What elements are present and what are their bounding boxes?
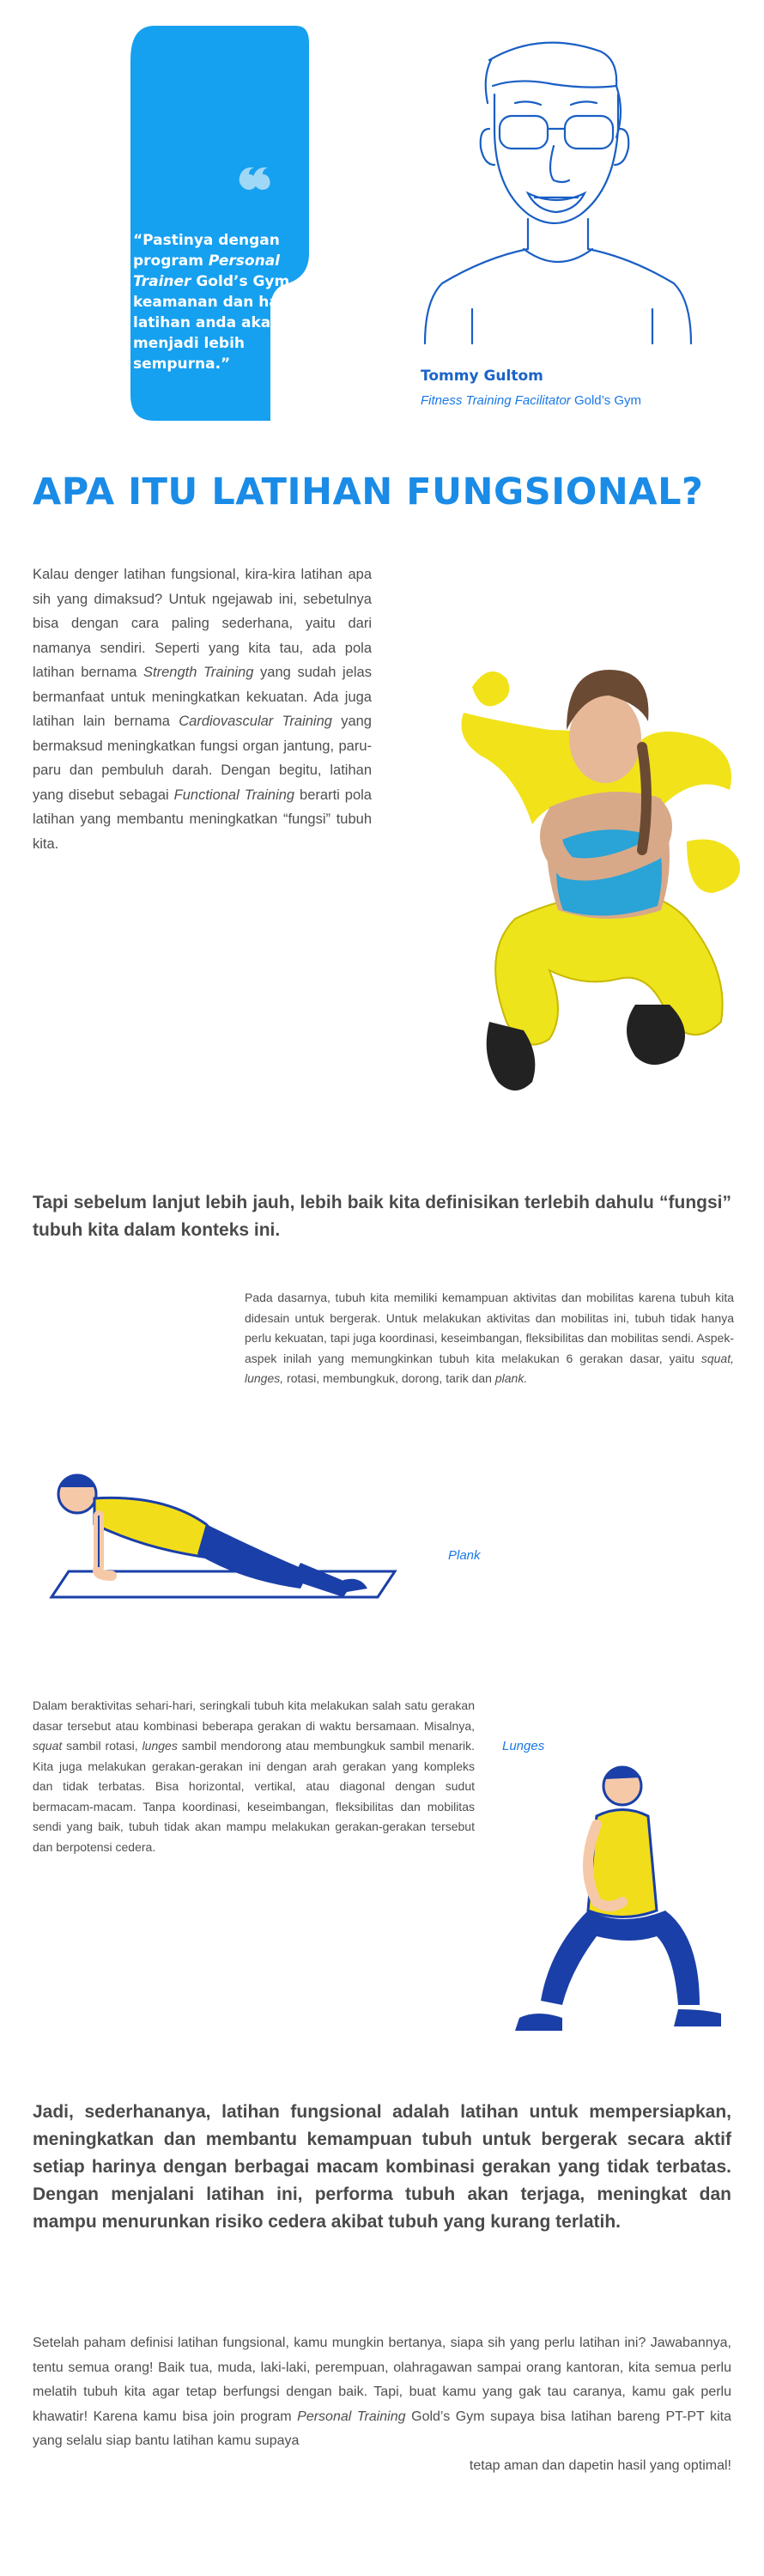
closing-paragraph: Setelah paham definisi latihan fungsional, kamu mungkin bertanya, siapa sih yang perlu latihan ini? Jawabannya, tentu semua orang! Baik tua, muda, laki-laki, perempuan, olahragawan sampai orang kantoran, kita semua perlu melatih tubuh kita agar tetap berfungsi dengan baik. Tapi, buat kamu yang gak tau caranya, kamu gak perlu khawatir! Karena kamu bisa join program Personal Training Gold’s Gym supaya bisa latihan bareng PT-PT kita yang selalu siap bantu latihan kamu supaya tetap aman dan dapetin hasil yang optimal! (33, 2331, 731, 2478)
lead-statement-1: Tapi sebelum lanjut lebih jauh, lebih baik kita definisikan terlebih dahulu “fungsi” tubuh kita dalam konteks ini. (33, 1193, 731, 1240)
trainer-role: Fitness Training Facilitator Gold’s Gym (421, 393, 642, 408)
intro-paragraph: Kalau denger latihan fungsional, kira-kira latihan apa sih yang dimaksud? Untuk ngejawab ini, sebetulnya bisa dengan cara paling sederhana, yaitu dari namanya sendiri. Seperti yang kita tau, ada pola latihan bernama Strength Training yang sudah jelas bermanfaat untuk meningkatkan kekuatan. Ada juga latihan lain bernama Cardiovascular Training yang bermaksud meningkatkan fungsi organ jantung, paru-paru dan pembuluh darah. Dengan begitu, latihan yang disebut sebagai Functional Training berarti pola latihan yang membantu meningkatkan “fungsi” tubuh kita. (33, 567, 372, 852)
page-title: APA ITU LATIHAN FUNGSIONAL? (33, 471, 704, 513)
closing-last-line: tetap aman dan dapetin hasil yang optimal! (469, 2458, 731, 2473)
trainer-name: Tommy Gultom (421, 368, 543, 385)
plank-pose-illustration (34, 1451, 412, 1623)
trainer-portrait-illustration (421, 34, 712, 352)
lead-statement-2: Jadi, sederhananya, latihan fungsional adalah latihan untuk mempersiapkan, meningkatkan dan membantu kemampuan tubuh untuk bergerak secara aktif setiap harinya dengan berbagai macam kombinasi gerakan yang tidak terbatas. Dengan menjalani latihan ini, performa tubuh akan terjaga, meningkat dan mampu menurunkan risiko cedera akibat tubuh yang kurang terlatih. (33, 2102, 731, 2232)
plank-label: Plank (448, 1548, 481, 1563)
daily-activity-paragraph: Dalam beraktivitas sehari-hari, seringkali tubuh kita melakukan salah satu gerakan dasar tersebut atau kombinasi beberapa gerakan di waktu bersamaan. Misalnya, squat sambil rotasi, lunges sambil mendorong atau membungkuk sambil menarik. Kita juga melakukan gerakan-gerakan ini dengan arah gerakan yang kompleks dan tidak terbatas. Bisa horizontal, vertikal, atau diagonal dengan sudut bermacam-macam. Tanpa koordinasi, keseimbangan, fleksibilitas dan mobilitas sendi yang baik, tubuh tidak akan mampu melakukan gerakan-gerakan tersebut dan berpotensi cedera. (33, 1698, 475, 1854)
woman-jumping-illustration (429, 584, 755, 1116)
basic-movements-paragraph: Pada dasarnya, tubuh kita memiliki kemampuan aktivitas dan mobilitas karena tubuh kita didesain untuk bergerak. Untuk melakukan aktivitas dan mobilitas ini, tubuh tidak hanya perlu kekuatan, tapi juga koordinasi, keseimbangan, fleksibilitas dan mobilitas sendi. Aspek-aspek inilah yang memungkinkan tubuh kita melakukan 6 gerakan dasar, yaitu squat, lunges, rotasi, membungkuk, dorong, tarik dan plank. (245, 1291, 734, 1385)
lunge-pose-illustration (511, 1752, 743, 2044)
quote-text: “Pastinya dengan program Personal Trainer Gold’s Gym, keamanan dan hasil latihan anda akan menjadi lebih sempurna.” (133, 232, 298, 373)
lunges-label: Lunges (502, 1739, 545, 1753)
